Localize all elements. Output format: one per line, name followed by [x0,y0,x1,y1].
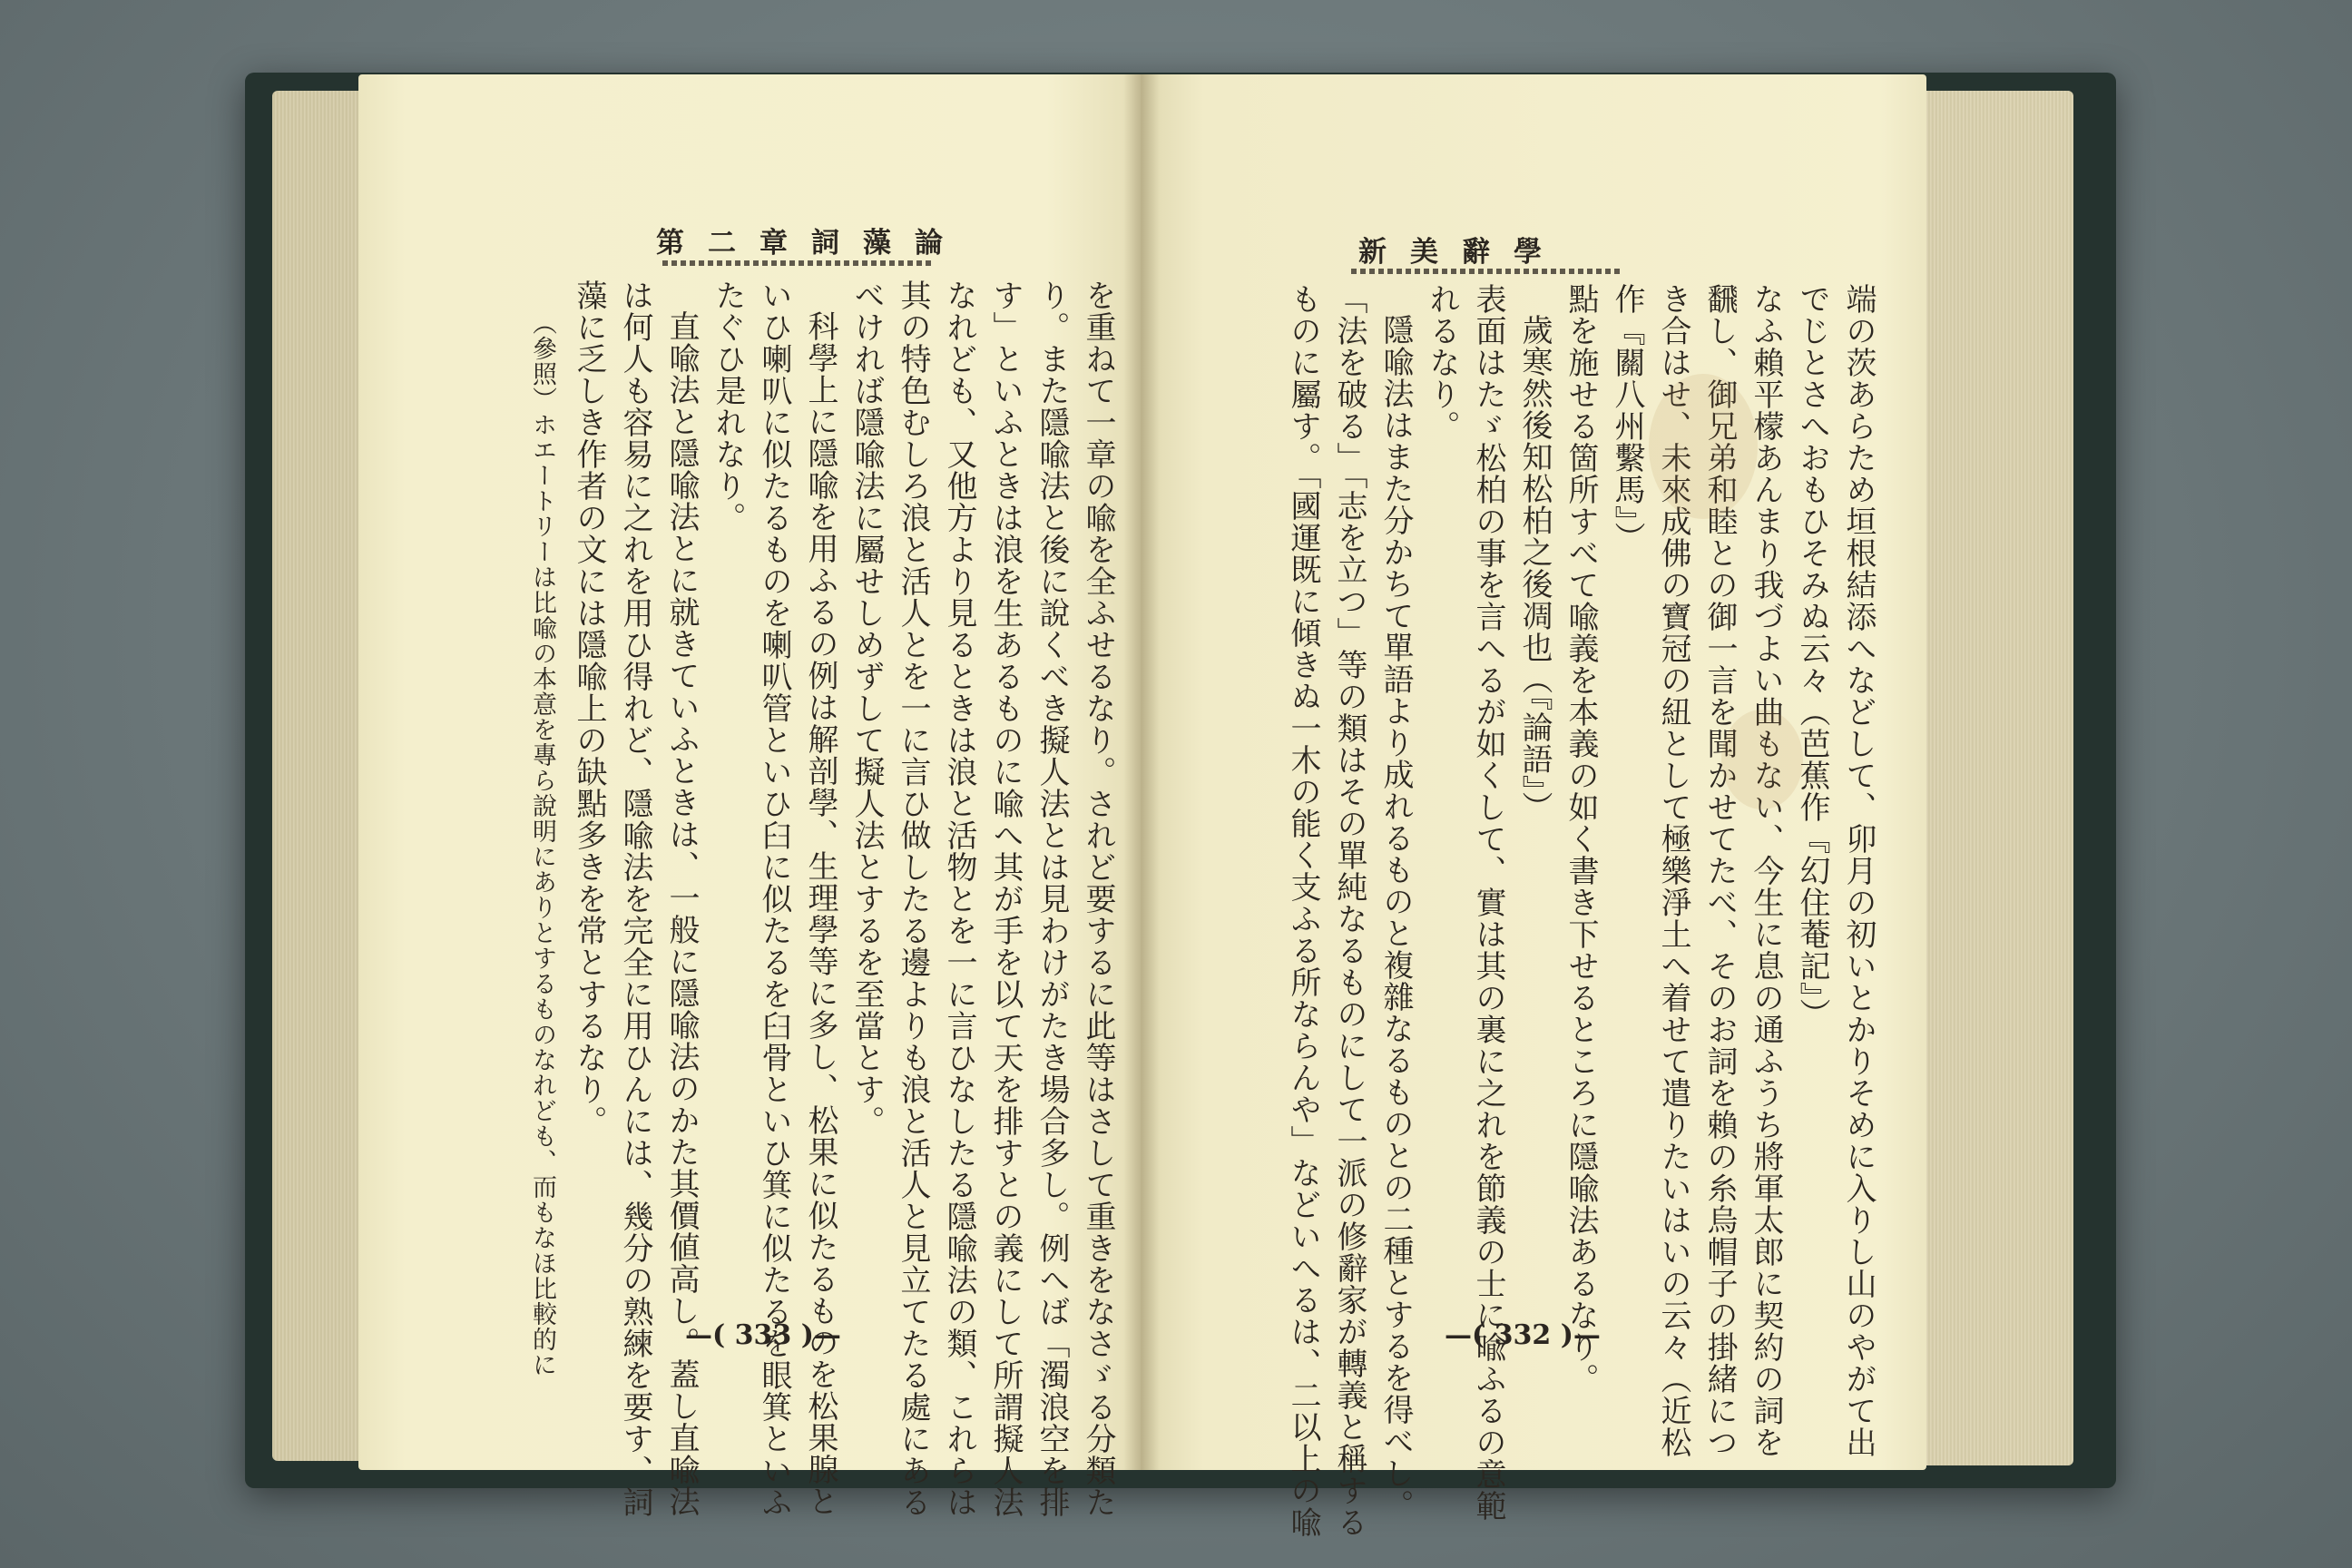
foxing-stain [1649,374,1758,519]
text-column: り。また隱喩法と後に說くべき擬人法とは見わけがたき場合多し。例へば「濁浪空を排 [1034,279,1070,1518]
text-column: 直喩法と隱喩法とに就きていふときは、一般に隱喩法のかた其價値高し。蓋し直喩法 [663,310,700,1517]
page-edges-right [1924,91,2073,1465]
text-column: なれども、又他方より見るときは浪と活物とを一に言ひなしたる隱喩法の類、これらは [941,279,977,1518]
book-gutter [1123,74,1160,1470]
page-number-left: —( 333 )— [685,1319,841,1351]
text-column: 隱喩法はまた分かちて單語より成れるものと複雜なるものとの二種とするを得べし。 [1377,314,1414,1521]
text-column: べければ隱喩法に屬せしめずして擬人法とするを至當とす。 [848,279,885,1137]
text-column: たぐひ是れなり。 [710,279,746,534]
right-page-text [1173,283,1881,1538]
text-column: なふ賴平檬あんまり我づよい曲もない、今生に息の通ふうち將軍太郎に契約の詞を [1748,283,1784,1458]
right-page [1141,74,1926,1538]
quote-column: 歲寒然後知松柏之後凋也（『論語』） [1516,314,1553,823]
running-header-right: 新美辭學 [1358,236,1565,269]
text-column: 藻に乏しき作者の文には隱喩上の缺點多きを常とするなり。 [571,279,607,1137]
text-column: でじとさへおもひそみぬ云々（芭蕉作『幻住菴記』） [1794,283,1830,1030]
text-column: す」といふときは浪を生あるものに喩へ其が手を以て天を排すとの義にして所謂擬人法 [987,279,1024,1518]
text-column: 作『關八州繫馬』） [1609,283,1645,554]
text-column: 飜し、御兄弟和睦との御一言を聞かせてたべ、そのお詞を賴の糸烏帽子の掛緒につ [1701,283,1738,1458]
text-column: き合はせ、未來成佛の寶冠の紐として極樂淨土へ着せて遣りたいはいの云々（近松 [1655,283,1691,1458]
running-header-left: 第二章詞藻論 [656,227,966,260]
text-column: ものに屬す。「國運既に傾きぬ一木の能く支ふる所ならんや」などいへるは、二以上の喩 [1285,283,1321,1538]
text-column: 其の特色むしろ浪と活人とを一に言ひ做したる邊よりも浪と活人と見立てたる處にある [895,279,931,1518]
text-column: は何人も容易に之れを用ひ得れど、隱喩法を完全に用ひんには、幾分の熟練を要す、詞 [617,279,653,1518]
text-column: を重ねて一章の喩を全ふせるなり。されど要するに此等はさして重きをなさゞる分類た [1080,279,1116,1518]
text-column: 「法を破る」「志を立つ」等の類はその單純なるものにして一派の修辭家が轉義と稱する [1331,283,1367,1538]
text-column: 點を施せる箇所すべて喩義を本義の如く書き下せるところに隱喩法あるなり。 [1563,283,1599,1395]
note-column: （參照）ホエートリーは比喩の本意を專ら說明にありとするものなれども、而もなほ比較的に [528,310,556,1377]
left-page [358,74,1141,1518]
text-column: 端の茨あらため垣根結添へなどして、卯月の初いとかりそめに入りし山のやがて出 [1840,283,1877,1458]
header-rule-left [662,260,935,266]
text-column: いひ喇叭に似たるものを喇叭管といひ臼に似たるを臼骨といひ箕に似たるを眼箕といふ [756,279,792,1518]
text-column: れるなり。 [1424,283,1460,442]
left-page-text [402,279,1121,1518]
header-rule-right [1351,269,1623,274]
foxing-stain [1721,710,1803,809]
text-column: 表面はたゞ松柏の事を言へるが如くして、實は其の裏に之れを節義の士に喩ふるの意範 [1470,283,1506,1522]
text-column: 科學上に隱喩を用ふるの例は解剖學、生理學等に多し、松果に似たるものを松果腺と [802,310,838,1517]
page-number-right: —( 332 )— [1445,1319,1601,1351]
